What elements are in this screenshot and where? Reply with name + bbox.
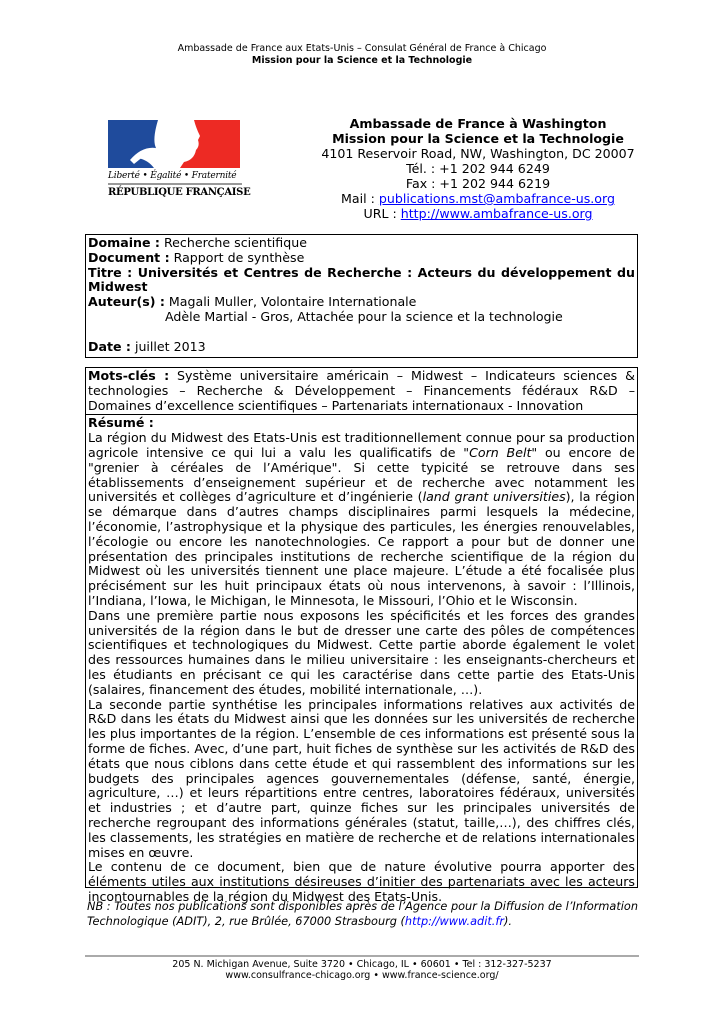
text: La région du Midwest des Etats-Unis est traditionnellement connue pour sa production agricole intensive ce qui lui a valu les qualificatifs de " bbox=[88, 430, 635, 460]
nb-note bbox=[87, 899, 638, 929]
text: ), la région se démarque dans d’autres champs disciplinaires parmi lesquels la médecine, l’économie, l’astrophysique et la physique des particules, les énergies renouvelables, l’écologie ou encore les nanotechnologies. Ce rapport a pour but de donner une présentation des principales institutions de recherche scientifique de la région du Midwest où les universités tiennent une place majeure. L’étude a été focalisée plus précisément sur les huit principaux états où nous intervenons, à savoir : l’Illinois, l’Indiana, l’Iowa, le Michigan, le Minnesota, le Missouri, l’Ohio et le Wisconsin. bbox=[88, 489, 636, 608]
page-header bbox=[0, 43, 724, 67]
resume-paragraph-2: Dans une première partie nous exposons les spécificités et les forces des grandes universités de la région dans le but de dresser une carte des pôles de compétences scientifiques et technologiques du Midwest. Cette partie aborde également le volet des ressources humaines dans le milieu universitaire : les enseignants-chercheurs et les étudiants en précisant ce qui les caractérise dans cette partie des Etats-Unis (salaires, financement des études, mobilité internationale, …). bbox=[88, 607, 635, 697]
document-label: Document : bbox=[88, 249, 170, 265]
keywords-text: Système universitaire américain – Midwest – Indicateurs sciences & technologies – Recherche & Développement – Financements fédéraux R&D – Domaines d’excellence scientifiques – Partenariats internationaux - Innovation bbox=[88, 368, 635, 413]
url-label: URL : bbox=[363, 206, 401, 221]
logo-divider bbox=[108, 183, 242, 185]
resume-label: Résumé : bbox=[88, 415, 154, 431]
embassy-fax: Fax : +1 202 944 6219 bbox=[405, 176, 551, 191]
logo-name: RÉPUBLIQUE FRANÇAISE bbox=[108, 187, 251, 198]
marianne-flag-icon bbox=[108, 120, 240, 168]
header-line1: Ambassade de France aux Etats-Unis – Consulat Général de France à Chicago bbox=[177, 43, 547, 54]
document-value: Rapport de synthèse bbox=[169, 249, 305, 265]
auteur-1: Magali Muller, Volontaire Internationale bbox=[164, 294, 417, 310]
footer-divider bbox=[85, 955, 639, 957]
adit-link[interactable]: http://www.adit.fr bbox=[404, 915, 504, 928]
domaine-value: Recherche scientifique bbox=[159, 235, 307, 250]
document-metadata-box bbox=[85, 234, 638, 358]
url-link[interactable]: http://www.ambafrance-us.org bbox=[400, 206, 593, 221]
footer-websites: www.consulfrance-chicago.org • www.france-science.org/ bbox=[225, 969, 499, 981]
keywords bbox=[86, 368, 637, 415]
embassy-address: 4101 Reservoir Road, NW, Washington, DC 20007 bbox=[321, 146, 635, 161]
text-italic: Corn Belt bbox=[469, 444, 532, 460]
titre-value: Universités et Centres de Recherche : Acteurs du développement du Midwest bbox=[88, 264, 635, 295]
nb-end: ). bbox=[504, 915, 512, 928]
embassy-title: Ambassade de France à Washington bbox=[349, 116, 607, 131]
date-value: juillet 2013 bbox=[130, 338, 206, 354]
embassy-mission: Mission pour la Science et la Technologie bbox=[332, 131, 624, 146]
logo-motto: Liberté • Égalité • Fraternité bbox=[108, 171, 237, 181]
mail-link[interactable]: publications.mst@ambafrance-us.org bbox=[378, 191, 615, 206]
resume-paragraph-4: Le contenu de ce document, bien que de nature évolutive pourra apporter des éléments utiles aux institutions désireuses d’initier des partenariats avec les acteurs incontournables de la région du Midwest des Etats-Unis. bbox=[88, 859, 635, 904]
text-italic: land grant universities bbox=[422, 489, 566, 505]
resume-paragraph-3: La seconde partie synthétise les principales informations relatives aux activités de R&D dans les états du Midwest ainsi que les données sur les universités de recherche les plus importantes de la région. L’ensemble de ces informations est présenté sous la forme de fiches. Avec, d’une part, huit fiches de synthèse sur les activités de R&D des états que nous ciblons dans cette étude et qui rassemblent des informations sur les budgets des principales agences gouvernementales (défense, santé, énergie, agriculture, …) et leurs répartitions entre centres, laboratoires fédéraux, universités et industries ; et d’autre part, quinze fiches sur les principales universités de recherche regroupant des informations générales (statut, taille,…), des chiffres clés, les classements, les stratégies en matière de recherche et de relations internationales mises en œuvre. bbox=[88, 696, 635, 860]
date-label: Date : bbox=[88, 338, 131, 354]
embassy-tel: Tél. : +1 202 944 6249 bbox=[406, 161, 550, 176]
header-line2: Mission pour la Science et la Technologie bbox=[251, 55, 473, 66]
embassy-contact bbox=[318, 116, 638, 221]
resume bbox=[86, 415, 637, 905]
summary-box bbox=[85, 367, 638, 904]
republique-francaise-logo bbox=[108, 120, 251, 198]
text: " ou encore de "grenier à céréales de l’Amérique". Si cette typicité se retrouve dans ses établissements d’enseignement supérieur et de recherche avec notamment les universités et collèges d’agriculture et d’ingénierie ( bbox=[88, 444, 635, 505]
resume-paragraph-1 bbox=[88, 431, 635, 609]
keywords-label: Mots-clés : bbox=[88, 368, 170, 383]
nb-text: NB : Toutes nos publications sont disponibles après de l’Agence pour la Diffusion de l’Information Technologique (ADIT), 2, rue Brûlée, 67000 Strasbourg ( bbox=[87, 900, 638, 928]
page-footer bbox=[0, 960, 724, 981]
auteur-2: Adèle Martial - Gros, Attachée pour la science et la technologie bbox=[165, 308, 563, 324]
mail-label: Mail : bbox=[341, 191, 379, 206]
domaine-label: Domaine : bbox=[88, 235, 160, 250]
titre-label: Titre : bbox=[88, 264, 133, 280]
footer-address: 205 N. Michigan Avenue, Suite 3720 • Chicago, IL • 60601 • Tel : 312-327-5237 bbox=[172, 959, 552, 970]
auteurs-label: Auteur(s) : bbox=[88, 294, 165, 310]
